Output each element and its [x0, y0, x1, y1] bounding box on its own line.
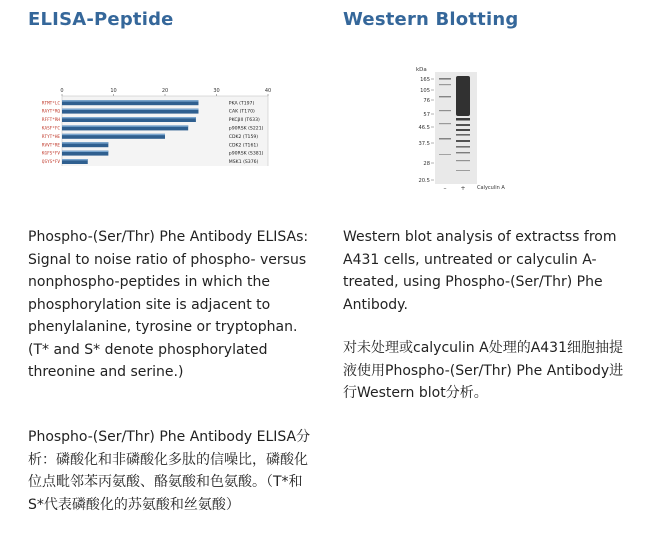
elisa-category-label: KASF*FC: [41, 126, 60, 132]
western-heading: Western Blotting: [343, 9, 519, 30]
blot-band-lane1: [439, 84, 451, 85]
blot-band-lane2: [456, 118, 470, 121]
elisa-kinase-label: p90RSK (S221): [228, 126, 264, 132]
elisa-category-label: RTMT*LC: [41, 101, 60, 107]
elisa-kinase-label: CDK2 (T161): [228, 143, 259, 149]
elisa-heading: ELISA-Peptide: [28, 9, 174, 30]
elisa-bar-highlight: [62, 109, 198, 110]
elisa-bar-highlight: [62, 125, 188, 126]
western-blot-image: [412, 66, 512, 191]
elisa-bar-highlight: [62, 142, 108, 143]
blot-marker-label: 76: [423, 98, 430, 104]
elisa-category-label: QSYS*FV: [41, 160, 60, 166]
blot-lane-label: +: [460, 185, 466, 191]
elisa-description-cn: Phospho-(Ser/Thr) Phe Antibody ELISA分析：磷酸化和非磷酸化多肽的信噪比，磷酸化位点毗邻苯丙氨酸、酪氨酸和色氨酸。（T*和S*代表磷酸化的苏氨酸和丝氨酸）: [28, 429, 311, 513]
elisa-chart-svg: [30, 86, 290, 166]
elisa-bar-chart: [30, 86, 290, 166]
blot-band-lane2: [456, 124, 470, 126]
elisa-tick-label: 30: [213, 88, 220, 94]
elisa-category-label: KGFS*FV: [41, 151, 60, 157]
blot-band-lane2: [456, 129, 470, 131]
elisa-tick-label: 0: [60, 88, 64, 94]
blot-band-lane2: [456, 146, 470, 148]
blot-smear-lane2: [456, 76, 470, 116]
elisa-tick-label: 10: [110, 88, 117, 94]
elisa-kinase-label: PKA (T197): [228, 101, 255, 107]
elisa-bar-highlight: [62, 117, 196, 118]
blot-treatment-label: Calyculin A: [477, 185, 505, 191]
blot-band-lane1: [439, 110, 451, 111]
elisa-description-en: Phospho-(Ser/Thr) Phe Antibody ELISAs: Signal to noise ratio of phospho- versus nonphospho-peptides in which the phosphorylation site is adjacent to phenylalanine, tyrosine or tryptophan. (T* and S* denote phosphorylated threonine and serine.): [28, 229, 309, 380]
elisa-kinase-label: MSK1 (S376): [228, 160, 259, 166]
elisa-category-label: RFFT*RH: [41, 118, 60, 124]
blot-band-lane2: [456, 170, 470, 171]
blot-band-lane2: [456, 152, 470, 153]
elisa-category-label: RVVT*RE: [41, 143, 60, 149]
blot-marker-label: 28: [423, 161, 430, 167]
blot-marker-label: 46.5: [418, 125, 430, 131]
elisa-tick-label: 20: [161, 88, 169, 94]
western-description-cn: 对未处理或calyculin A处理的A431细胞抽提液使用Phospho-(Ser/Thr) Phe Antibody进行Western blot分析。: [343, 340, 624, 401]
blot-band-lane1: [439, 78, 451, 80]
blot-marker-label: 37.5: [418, 141, 430, 147]
blot-band-lane1: [439, 154, 451, 155]
elisa-category-label: RAYT*RQ: [41, 109, 60, 115]
elisa-category-label: RTYT*HE: [41, 134, 60, 140]
elisa-kinase-label: PKCβII (T633): [228, 118, 260, 124]
blot-marker-label: 105: [420, 88, 430, 94]
blot-band-lane1: [439, 138, 451, 140]
blot-band-lane2: [456, 160, 470, 161]
blot-band-lane2: [456, 134, 470, 136]
blot-marker-label: 20.5: [418, 178, 430, 184]
blot-marker-label: 57: [423, 112, 430, 118]
elisa-kinase-label: CAK (T170): [228, 109, 255, 115]
elisa-bar-highlight: [62, 151, 108, 152]
elisa-bar-highlight: [62, 134, 165, 135]
blot-band-lane2: [456, 140, 470, 142]
blot-band-lane1: [439, 96, 451, 97]
elisa-kinase-label: CDK2 (T159): [228, 134, 259, 140]
western-description-en: Western blot analysis of extractss from A431 cells, untreated or calyculin A-treated, using Phospho-(Ser/Thr) Phe Antibody.: [343, 229, 617, 313]
western-blot-svg: [412, 66, 512, 191]
elisa-kinase-label: p90RSK (S381): [228, 151, 264, 157]
elisa-tick-label: 40: [264, 88, 272, 94]
elisa-bar-highlight: [62, 159, 88, 160]
blot-lane-label: –: [443, 185, 447, 191]
blot-unit-label: kDa: [416, 67, 427, 73]
blot-band-lane1: [439, 123, 451, 124]
elisa-bar-highlight: [62, 100, 198, 101]
blot-marker-label: 165: [420, 77, 430, 83]
